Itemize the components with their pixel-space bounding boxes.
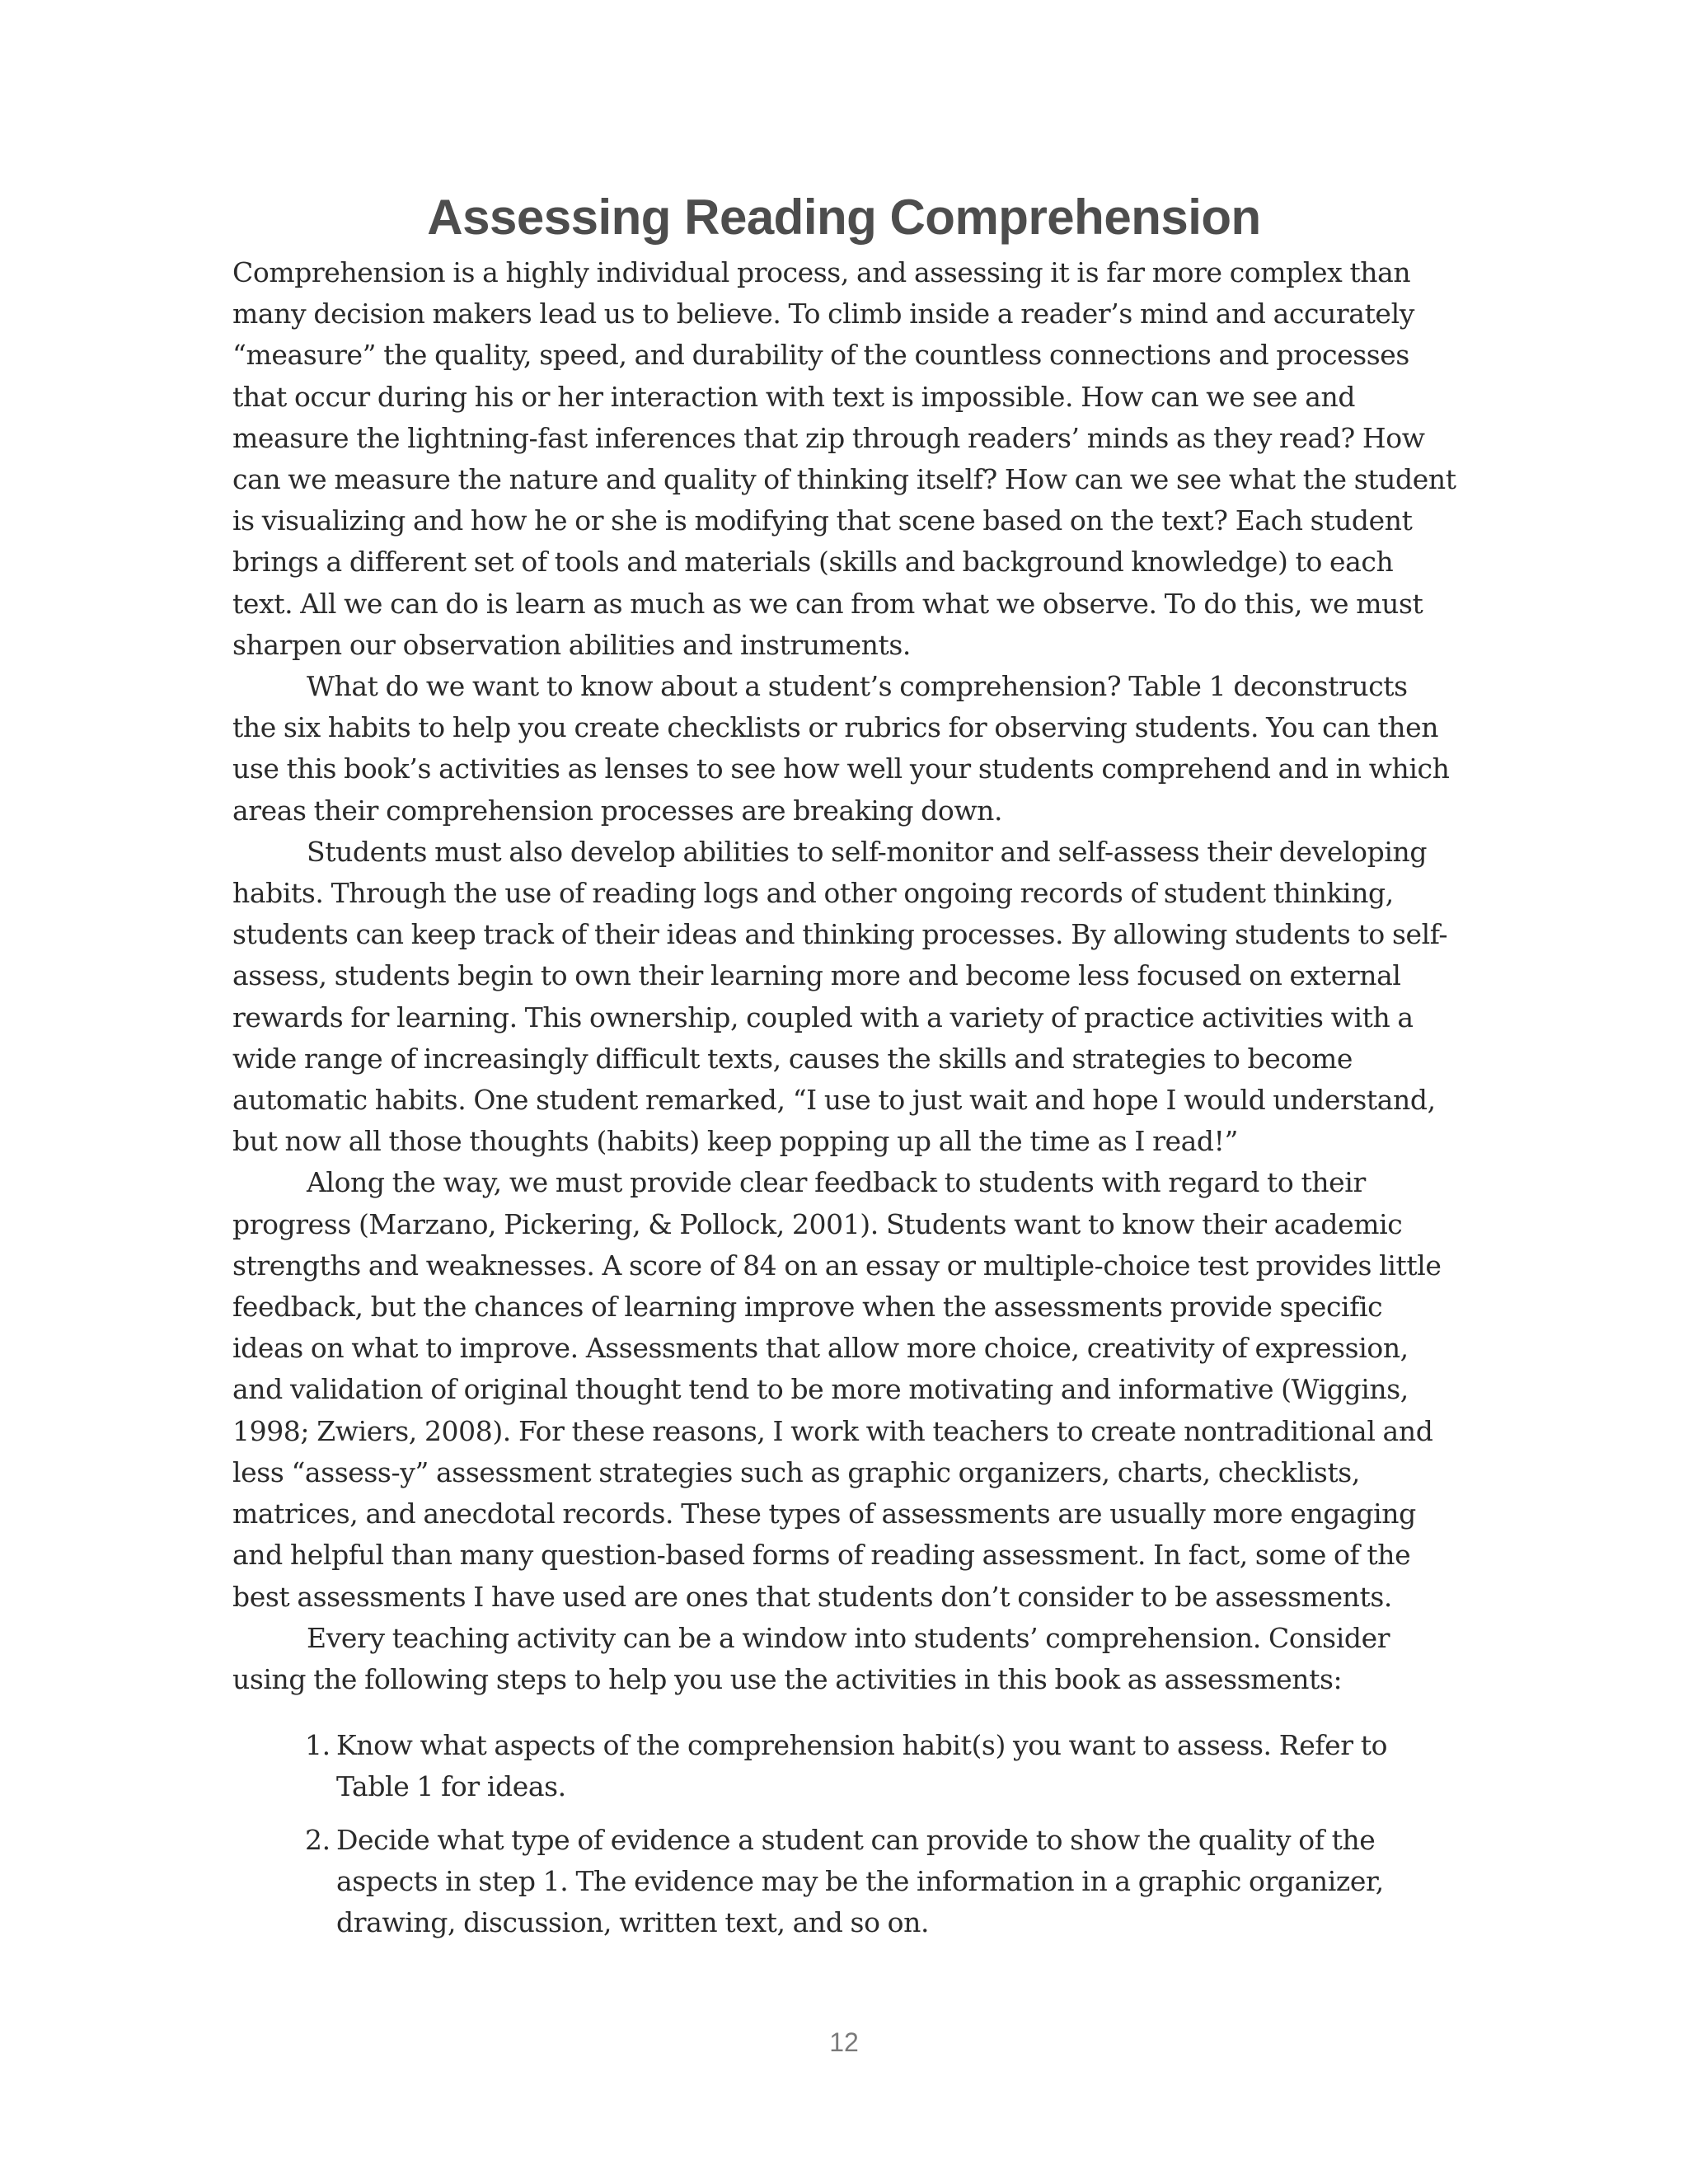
paragraph: Students must also develop abilities to self-monitor and self-assess their developing habits. Through the use of reading logs and other ongoing records of student thinking, students can keep track of their ideas and thinking processes. By allowing students to self-assess, students begin to own their learning more and become less focused on external rewards for learning. This ownership, coupled with a variety of practice activities with a wide range of increasingly difficult texts, causes the skills and strategies to become automatic habits. One student remarked, “I use to just wait and hope I would understand, but now all those thoughts (habits) keep popping up all the time as I read!” [232,835,1448,1158]
assessment-steps-list [232,1725,1457,1943]
paragraph: What do we want to know about a student’s comprehension? Table 1 deconstructs the six habits to help you create checklists or rubrics for observing students. You can then use this book’s activities as lenses to see how well your students comprehend and in which areas their comprehension processes are breaking down. [232,670,1450,827]
list-item-number: 2. [305,1823,331,1856]
list-item-text: Decide what type of evidence a student can provide to show the quality of the aspects in step 1. The evidence may be the information in a graphic organizer, drawing, discussion, written text, and so on. [336,1823,1384,1938]
paragraph-intro: Comprehension is a highly individual process, and assessing it is far more complex than many decision makers lead us to believe. To climb inside a reader’s mind and accurately “measure” the quality, speed, and durability of the countless connections and processes that occur during his or her interaction with text is impossible. How can we see and measure the lightning-fast inferences that zip through readers’ minds as they read? How can we measure the nature and quality of thinking itself? How can we see what the student is visualizing and how he or she is modifying that scene based on the text? Each student brings a different set of tools and materials (skills and background knowledge) to each text. All we can do is learn as much as we can from what we observe. To do this, we must sharpen our observation abilities and instruments. [232,256,1456,661]
paragraph: Along the way, we must provide clear feedback to students with regard to their progress (Marzano, Pickering, & Pollock, 2001). Students want to know their academic strengths and weaknesses. A score of 84 on an essay or multiple-choice test provides little feedback, but the chances of learning improve when the assessments provide specific ideas on what to improve. Assessments that allow more choice, creativity of expression, and validation of original thought tend to be more motivating and informative (Wiggins, 1998; Zwiers, 2008). For these reasons, I work with teachers to create nontraditional and less “assess-y” assessment strategies such as graphic organizers, charts, checklists, matrices, and anecdotal records. These types of assessments are usually more engaging and helpful than many question-based forms of reading assessment. In fact, some of the best assessments I have used are ones that students don’t consider to be assessments. [232,1166,1442,1613]
list-item [305,1725,1457,1807]
paragraph: Every teaching activity can be a window into students’ comprehension. Consider using the following steps to help you use the activities in this book as assessments: [232,1621,1390,1695]
body-text [232,252,1457,1955]
list-item [305,1820,1457,1944]
page-title: Assessing Reading Comprehension [427,190,1261,245]
list-item-number: 1. [305,1729,331,1762]
list-item-text: Know what aspects of the comprehension habit(s) you want to assess. Refer to Table 1 for ideas. [336,1729,1388,1803]
page-number: 12 [829,2027,859,2057]
